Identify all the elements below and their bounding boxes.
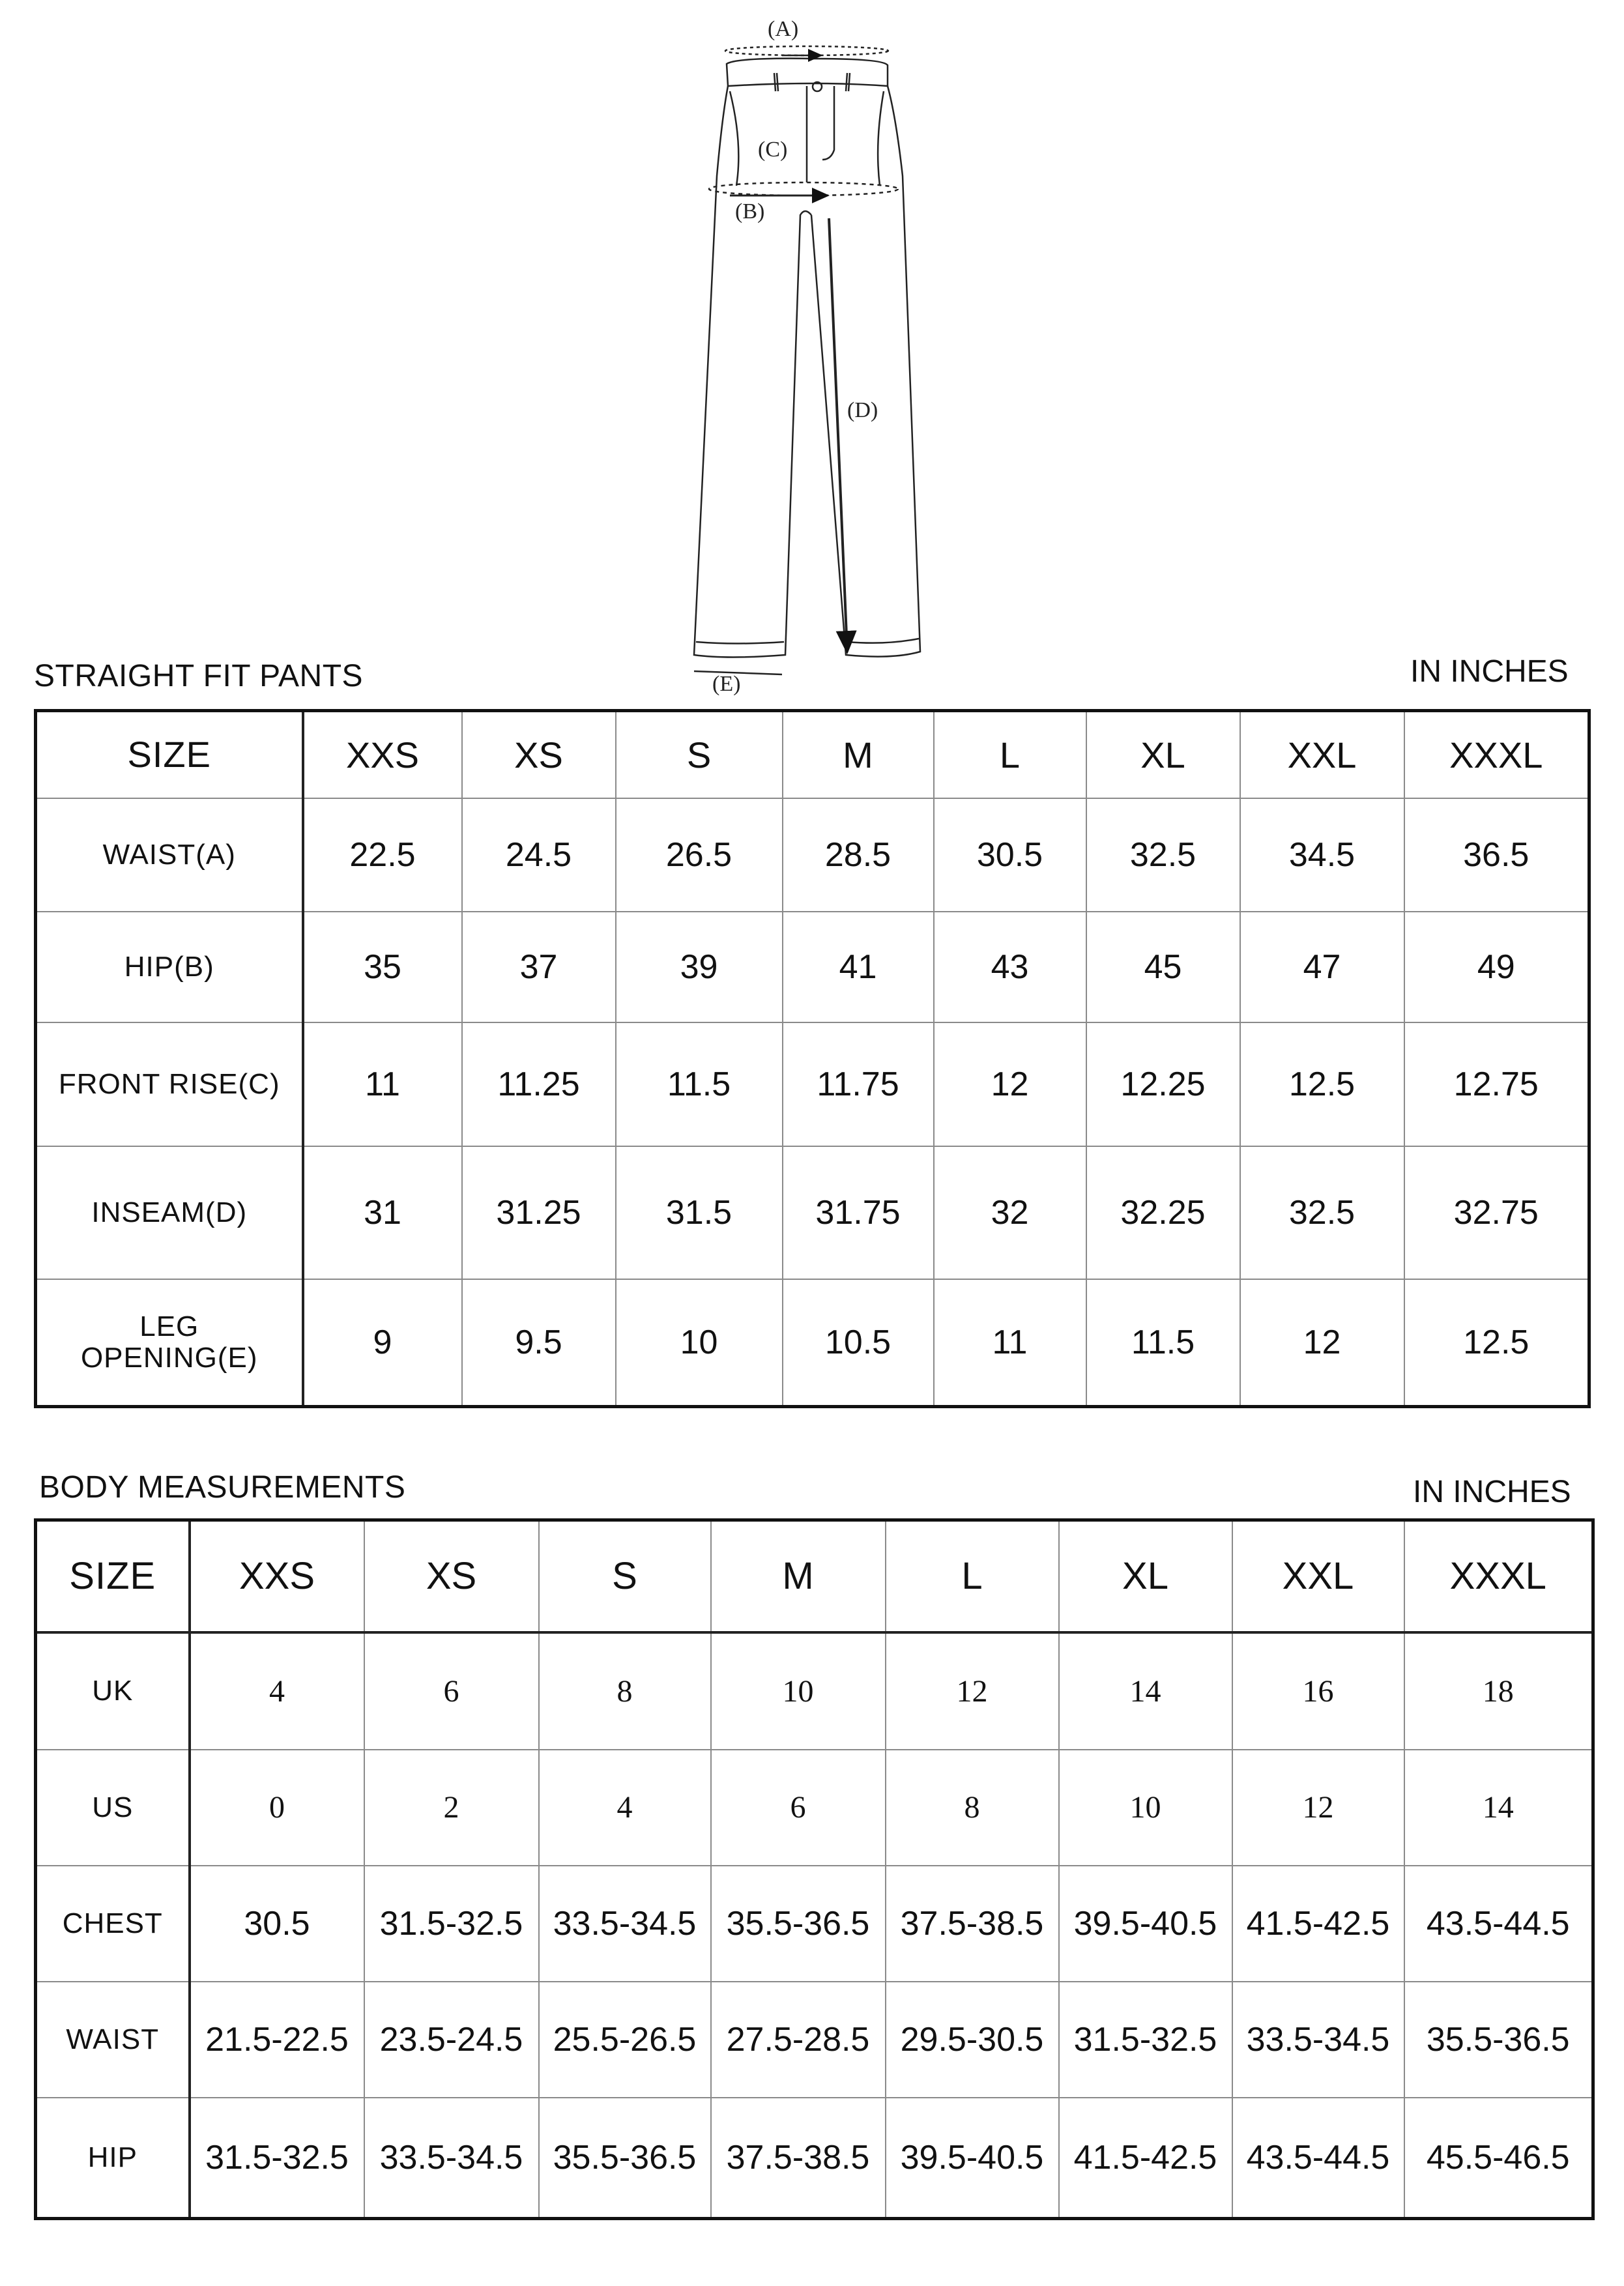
row-label: HIP(B) (36, 912, 303, 1022)
table-cell: 41 (783, 912, 934, 1022)
table-cell: 10.5 (783, 1279, 934, 1407)
table-cell: 35.5-36.5 (1404, 1982, 1593, 2098)
table-row-us (36, 1750, 1593, 1866)
label-e: (E) (712, 672, 741, 696)
row-label-line2: OPENING(E) (80, 1341, 258, 1374)
table-cell: 6 (364, 1632, 539, 1750)
label-d: (D) (847, 398, 878, 422)
table-cell: 24.5 (462, 798, 616, 912)
table-row-chest (36, 1866, 1593, 1982)
table-cell: 39 (616, 912, 783, 1022)
table-row-inseam (36, 1146, 1589, 1279)
table-cell: 12 (934, 1022, 1086, 1146)
table-cell: 11 (934, 1279, 1086, 1407)
size-l: L (934, 711, 1086, 798)
table-cell: 11 (303, 1022, 462, 1146)
table-cell: 32.5 (1240, 1146, 1404, 1279)
table-cell: 4 (190, 1632, 364, 1750)
table-cell: 41.5-42.5 (1059, 2098, 1232, 2219)
table-cell: 45 (1086, 912, 1240, 1022)
table-cell: 12 (886, 1632, 1059, 1750)
table-cell: 0 (190, 1750, 364, 1866)
body-chart-unit: IN INCHES (1413, 1475, 1571, 1509)
table-cell: 32.25 (1086, 1146, 1240, 1279)
table-cell: 35.5-36.5 (711, 1866, 886, 1982)
table-cell: 39.5-40.5 (1059, 1866, 1232, 1982)
table-cell: 12.5 (1240, 1022, 1404, 1146)
table-cell: 33.5-34.5 (364, 2098, 539, 2219)
table-cell: 41.5-42.5 (1232, 1866, 1404, 1982)
table-cell: 10 (616, 1279, 783, 1407)
table-cell: 2 (364, 1750, 539, 1866)
table-cell: 12.5 (1404, 1279, 1589, 1407)
size-xs: XS (364, 1520, 539, 1632)
table-cell: 35 (303, 912, 462, 1022)
table-cell: 32 (934, 1146, 1086, 1279)
pants-measurement-diagram (639, 7, 951, 697)
size-xxl: XXL (1232, 1520, 1404, 1632)
row-label: UK (36, 1632, 190, 1750)
size-s: S (616, 711, 783, 798)
table-cell: 37 (462, 912, 616, 1022)
table-row-waist (36, 798, 1589, 912)
table-cell: 34.5 (1240, 798, 1404, 912)
size-xxxl: XXXL (1404, 711, 1589, 798)
size-xs: XS (462, 711, 616, 798)
size-header-row (36, 711, 1589, 798)
table-cell: 8 (886, 1750, 1059, 1866)
row-label-line1: LEG (139, 1310, 199, 1342)
table-cell: 11.75 (783, 1022, 934, 1146)
table-cell: 31.5-32.5 (190, 2098, 364, 2219)
table-cell: 14 (1404, 1750, 1593, 1866)
size-header: SIZE (36, 1520, 190, 1632)
table-cell: 18 (1404, 1632, 1593, 1750)
size-xl: XL (1086, 711, 1240, 798)
size-l: L (886, 1520, 1059, 1632)
table-cell: 31.5 (616, 1146, 783, 1279)
table-cell: 28.5 (783, 798, 934, 912)
pants-chart-title: STRAIGHT FIT PANTS (34, 659, 364, 693)
pants-outline (694, 59, 920, 658)
table-row-leg-opening (36, 1279, 1589, 1407)
size-m: M (783, 711, 934, 798)
label-c: (C) (758, 137, 788, 162)
table-cell: 30.5 (190, 1866, 364, 1982)
table-cell: 6 (711, 1750, 886, 1866)
size-s: S (539, 1520, 711, 1632)
table-cell: 43.5-44.5 (1404, 1866, 1593, 1982)
table-cell: 22.5 (303, 798, 462, 912)
table-cell: 43 (934, 912, 1086, 1022)
table-cell: 37.5-38.5 (711, 2098, 886, 2219)
table-cell: 14 (1059, 1632, 1232, 1750)
table-cell: 39.5-40.5 (886, 2098, 1059, 2219)
table-cell: 45.5-46.5 (1404, 2098, 1593, 2219)
table-cell: 11.5 (1086, 1279, 1240, 1407)
table-row-uk (36, 1632, 1593, 1750)
table-cell: 11.25 (462, 1022, 616, 1146)
pants-size-table (34, 709, 1591, 1408)
table-row-hip (36, 912, 1589, 1022)
size-header-row (36, 1520, 1593, 1632)
table-cell: 35.5-36.5 (539, 2098, 711, 2219)
table-cell: 33.5-34.5 (1232, 1982, 1404, 2098)
row-label: HIP (36, 2098, 190, 2219)
table-cell: 31.75 (783, 1146, 934, 1279)
table-cell: 47 (1240, 912, 1404, 1022)
table-cell: 32.5 (1086, 798, 1240, 912)
body-chart-title: BODY MEASUREMENTS (39, 1470, 406, 1505)
table-cell: 30.5 (934, 798, 1086, 912)
table-cell: 9.5 (462, 1279, 616, 1407)
body-size-table (34, 1518, 1595, 2220)
table-cell: 9 (303, 1279, 462, 1407)
table-cell: 49 (1404, 912, 1589, 1022)
size-xxxl: XXXL (1404, 1520, 1593, 1632)
label-b: (B) (735, 199, 765, 224)
table-cell: 33.5-34.5 (539, 1866, 711, 1982)
table-cell: 16 (1232, 1632, 1404, 1750)
size-xxs: XXS (303, 711, 462, 798)
size-header: SIZE (36, 711, 303, 798)
pants-chart-unit: IN INCHES (1410, 654, 1569, 689)
table-cell: 31.5-32.5 (1059, 1982, 1232, 2098)
label-a: (A) (768, 17, 799, 41)
table-cell: 21.5-22.5 (190, 1982, 364, 2098)
row-label: WAIST (36, 1982, 190, 2098)
size-xxs: XXS (190, 1520, 364, 1632)
table-cell: 43.5-44.5 (1232, 2098, 1404, 2219)
table-cell: 12 (1240, 1279, 1404, 1407)
row-label: FRONT RISE(C) (36, 1022, 303, 1146)
table-row-hip (36, 2098, 1593, 2219)
table-cell: 4 (539, 1750, 711, 1866)
table-cell: 29.5-30.5 (886, 1982, 1059, 2098)
table-cell: 10 (1059, 1750, 1232, 1866)
table-cell: 36.5 (1404, 798, 1589, 912)
table-cell: 11.5 (616, 1022, 783, 1146)
table-cell: 31.25 (462, 1146, 616, 1279)
table-cell: 25.5-26.5 (539, 1982, 711, 2098)
table-cell: 10 (711, 1632, 886, 1750)
table-cell: 12 (1232, 1750, 1404, 1866)
table-cell: 12.75 (1404, 1022, 1589, 1146)
table-cell: 37.5-38.5 (886, 1866, 1059, 1982)
table-cell: 31 (303, 1146, 462, 1279)
row-label: CHEST (36, 1866, 190, 1982)
size-xl: XL (1059, 1520, 1232, 1632)
table-cell: 23.5-24.5 (364, 1982, 539, 2098)
row-label (36, 1279, 303, 1407)
table-cell: 8 (539, 1632, 711, 1750)
table-cell: 27.5-28.5 (711, 1982, 886, 2098)
table-row-front-rise (36, 1022, 1589, 1146)
table-cell: 12.25 (1086, 1022, 1240, 1146)
table-cell: 32.75 (1404, 1146, 1589, 1279)
row-label: INSEAM(D) (36, 1146, 303, 1279)
row-label: US (36, 1750, 190, 1866)
row-label: WAIST(A) (36, 798, 303, 912)
size-xxl: XXL (1240, 711, 1404, 798)
table-cell: 31.5-32.5 (364, 1866, 539, 1982)
size-m: M (711, 1520, 886, 1632)
table-row-waist (36, 1982, 1593, 2098)
table-cell: 26.5 (616, 798, 783, 912)
